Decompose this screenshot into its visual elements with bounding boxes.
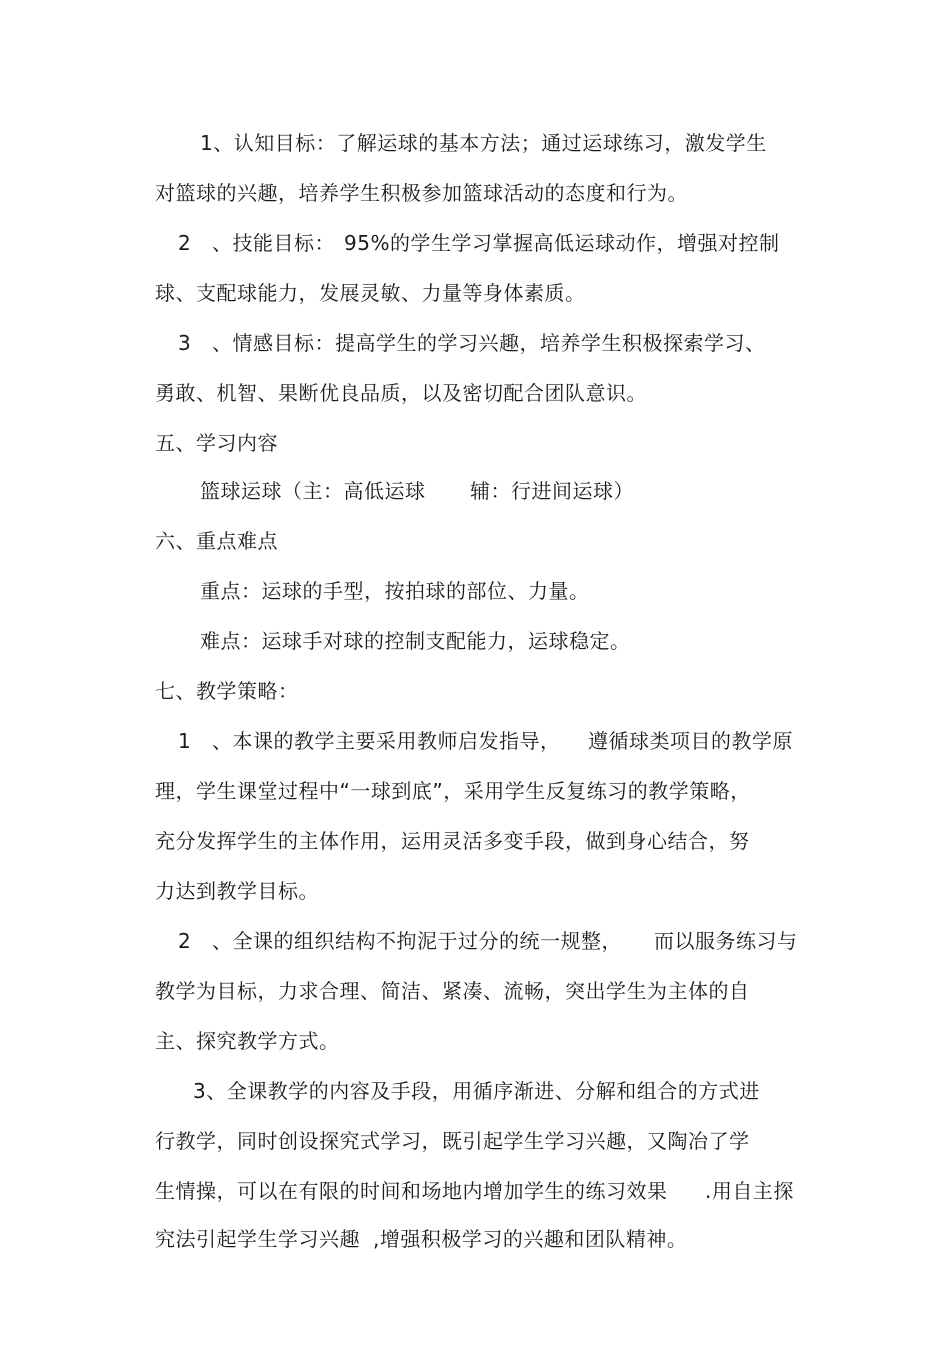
strategy-2-line-3: 主、探究教学方式。	[155, 1029, 340, 1053]
strategy-3-line-1: 3、全课教学的内容及手段，用循序渐进、分解和组合的方式进	[193, 1079, 760, 1103]
strategy-2-number: 2	[178, 929, 192, 953]
skill-goal-line-2: 球、支配球能力，发展灵敏、力量等身体素质。	[155, 281, 586, 305]
strategy-3-text-a: 生情操，可以在有限的时间和场地内增加学生的练习效果	[155, 1179, 668, 1203]
strategy-1-line-3: 充分发挥学生的主体作用，运用灵活多变手段，做到身心结合，努	[155, 829, 750, 853]
strategy-1-line-2: 理，学生课堂过程中“一球到底”，采用学生反复练习的教学策略，	[155, 779, 751, 803]
skill-goal-number: 2	[178, 231, 192, 255]
strategy-2-line-2: 教学为目标，力求合理、简洁、紧凑、流畅，突出学生为主体的自	[155, 979, 750, 1003]
section-5-heading: 五、学习内容	[155, 431, 278, 455]
strategy-1-number: 1	[178, 729, 192, 753]
strategy-3-line-2: 行教学，同时创设探究式学习，既引起学生学习兴趣，又陶冶了学	[155, 1129, 750, 1153]
emotion-goal-line-2: 勇敢、机智、果断优良品质，以及密切配合团队意识。	[155, 381, 647, 405]
strategy-3-text-b: .用自主探	[705, 1179, 794, 1203]
difficulty-line: 难点：运球手对球的控制支配能力，运球稳定。	[200, 629, 631, 653]
strategy-3-text-d: ,增强积极学习的兴趣和团队精神。	[373, 1227, 688, 1251]
section-6-heading: 六、重点难点	[155, 529, 278, 553]
strategy-2-text-b: 而以服务练习与	[654, 929, 798, 953]
emotion-goal-number: 3	[178, 331, 192, 355]
strategy-3-text-c: 究法引起学生学习兴趣	[155, 1227, 360, 1251]
learning-content-main: 篮球运球（主：高低运球	[200, 479, 426, 503]
key-point-line: 重点：运球的手型，按拍球的部位、力量。	[200, 579, 590, 603]
skill-goal-text: 95%的学生学习掌握高低运球动作，增强对控制	[344, 231, 780, 255]
strategy-1-text-a: 、本课的教学主要采用教师启发指导，	[212, 729, 561, 753]
strategy-1-line-4: 力达到教学目标。	[155, 879, 319, 903]
strategy-2-text-a: 、全课的组织结构不拘泥于过分的统一规整，	[212, 929, 622, 953]
emotion-goal-text: 、情感目标：提高学生的学习兴趣，培养学生积极探索学习、	[212, 331, 766, 355]
skill-goal-label: 、技能目标：	[212, 231, 335, 255]
section-7-heading: 七、教学策略：	[155, 679, 299, 703]
strategy-1-text-b: 遵循球类项目的教学原	[588, 729, 793, 753]
learning-content-aux: 辅：行进间运球）	[470, 479, 634, 503]
cognitive-goal-line-2: 对篮球的兴趣，培养学生积极参加篮球活动的态度和行为。	[155, 181, 688, 205]
cognitive-goal-line-1: 1、认知目标：了解运球的基本方法；通过运球练习，激发学生	[200, 131, 767, 155]
